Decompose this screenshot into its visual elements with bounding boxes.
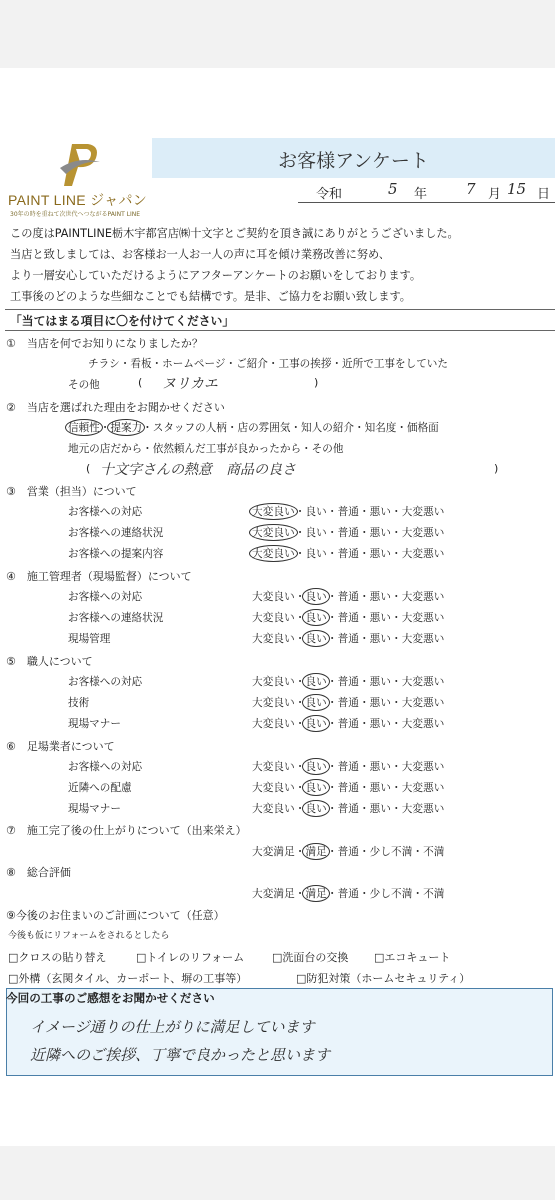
rating-sep: ・ — [294, 803, 306, 815]
q5-rating-1 — [252, 674, 445, 689]
q4-title: ④ 施工管理者（現場監督）について — [6, 570, 192, 583]
rating-sep: ・ — [294, 718, 306, 730]
q1-paren-close: ) — [314, 376, 319, 389]
q3-item-1: お客様への対応 — [68, 506, 143, 518]
feedback-title: 今回の工事のご感想をお聞かせください — [6, 991, 215, 1005]
rating-good-circled: 良い — [302, 694, 329, 711]
date-day-unit: 日 — [537, 187, 551, 202]
q9-check-washbasin[interactable]: □洗面台の交換 — [272, 951, 349, 964]
intro-line-3: より一層安心していただけるようにアフターアンケートのお願いをしております。 — [10, 269, 422, 282]
date-era: 令和 — [316, 187, 343, 202]
rating-sep: ・ — [294, 761, 306, 773]
rating-good-circled: 良い — [302, 673, 329, 690]
rating-satisfied-circled: 満足 — [302, 885, 329, 902]
rating-sep: ・ — [294, 782, 306, 794]
date-month: 7 — [466, 180, 476, 198]
rating-rest: ・普通・少し不満・不満 — [326, 888, 445, 900]
q3-rating-1 — [252, 504, 445, 519]
rating-very-good-circled: 大変良い — [249, 503, 298, 520]
q9-check-cloth[interactable]: □クロスの貼り替え — [8, 951, 107, 964]
page-title: お客様アンケート — [278, 150, 429, 172]
intro-line-1: この度はPAINTLINE栃木宇都宮店㈱十文字とご契約を頂き誠にありがとうございました。 — [10, 227, 459, 240]
rating-good: 良い — [305, 506, 327, 518]
q3-rating-3 — [252, 546, 445, 561]
rating-rest: ・普通・悪い・大変悪い — [326, 548, 445, 560]
q9-check-toilet[interactable]: □トイレのリフォーム — [136, 951, 245, 964]
rating-satisfied-circled: 満足 — [302, 843, 329, 860]
rating-very-good: 大変良い — [252, 612, 295, 624]
q1-title: ① 当店を何でお知りになりましたか？ — [6, 337, 203, 350]
rating-sep: ・ — [294, 548, 306, 560]
intro-line-2: 当店と致しましては、お客様お一人お一人の声に耳を傾け業務改善に努め、 — [10, 248, 390, 261]
rating-very-good: 大変良い — [252, 782, 295, 794]
q9-title: ⑨今後のお住まいのご計画について（任意） — [6, 909, 225, 922]
q4-item-1: お客様への対応 — [68, 591, 143, 603]
rating-rest: ・普通・悪い・大変悪い — [326, 591, 445, 603]
q6-rating-1 — [252, 759, 445, 774]
q9-subtitle: 今後も仮にリフォームをされるとしたら — [8, 931, 170, 941]
q4-item-2: お客様への連絡状況 — [68, 612, 164, 624]
logo-brand — [8, 190, 147, 210]
q6-rating-2 — [252, 780, 445, 795]
q2-answer: 十文字さんの熱意 商品の良さ — [100, 462, 296, 478]
q7-title: ⑦ 施工完了後の仕上がりについて（出来栄え） — [6, 824, 247, 837]
q5-item-3: 現場マナー — [68, 718, 121, 730]
rating-sep: ・ — [294, 697, 306, 709]
q3-item-2: お客様への連絡状況 — [68, 527, 164, 539]
instruction-text: 「当てはまる項目に〇を付けてください」 — [10, 314, 235, 328]
q9-check-ecocute[interactable]: □エコキュート — [374, 951, 451, 964]
bottom-margin — [0, 1146, 555, 1200]
rating-sep: ・ — [294, 676, 306, 688]
q6-item-1: お客様への対応 — [68, 761, 143, 773]
q9-check-exterior[interactable]: □外構（玄関タイル、カーポート、塀の工事等） — [8, 972, 248, 985]
date-month-unit: 月 — [488, 187, 502, 202]
date-day: 15 — [507, 180, 527, 198]
rating-good-circled: 良い — [302, 609, 329, 626]
rating-very-good: 大変良い — [252, 803, 295, 815]
rating-good-circled: 良い — [302, 715, 329, 732]
q2-title: ② 当店を選ばれた理由をお聞かせください — [6, 401, 225, 414]
rating-rest: ・普通・悪い・大変悪い — [326, 761, 445, 773]
rating-sep: ・ — [294, 506, 306, 518]
q2-options-rest: ・スタッフの人柄・店の雰囲気・知人の紹介・知名度・価格面 — [142, 422, 439, 434]
q8-rating — [252, 886, 445, 901]
rating-rest: ・普通・悪い・大変悪い — [326, 718, 445, 730]
rating-very-good: 大変良い — [252, 591, 295, 603]
top-margin — [0, 0, 555, 68]
rating-rest: ・普通・悪い・大変悪い — [326, 697, 445, 709]
intro-line-4: 工事後のどのような些細なことでも結構です。是非、ご協力をお願い致します。 — [10, 290, 411, 303]
rating-good: 良い — [305, 548, 327, 560]
title-banner — [152, 138, 555, 178]
q2-options-line-2: 地元の店だから・依然頼んだ工事が良かったから・その他 — [68, 443, 344, 455]
rating-rest: ・普通・悪い・大変悪い — [326, 676, 445, 688]
feedback-line-1: イメージ通りの仕上がりに満足しています — [30, 1018, 315, 1036]
q3-rating-2 — [252, 525, 445, 540]
rating-good-circled: 良い — [302, 800, 329, 817]
q1-other-answer: ヌリカエ — [162, 376, 218, 392]
q6-item-3: 現場マナー — [68, 803, 121, 815]
q4-rating-3 — [252, 631, 445, 646]
q6-title: ⑥ 足場業者について — [6, 740, 115, 753]
rating-rest: ・普通・悪い・大変悪い — [326, 803, 445, 815]
rating-rest: ・普通・悪い・大変悪い — [326, 633, 445, 645]
rating-sep: ・ — [294, 888, 306, 900]
rating-rest: ・普通・悪い・大変悪い — [326, 612, 445, 624]
rating-rest: ・普通・悪い・大変悪い — [326, 782, 445, 794]
rating-very-good: 大変良い — [252, 718, 295, 730]
logo-brand-text: PAINT LINE — [8, 192, 86, 208]
q7-rating — [252, 844, 445, 859]
rating-sep: ・ — [294, 846, 306, 858]
rating-good-circled: 良い — [302, 588, 329, 605]
q8-title: ⑧ 総合評価 — [6, 866, 71, 879]
rating-good-circled: 良い — [302, 758, 329, 775]
q2-paren-close: ) — [494, 462, 499, 475]
logo-brand-jp: ジャパン — [90, 192, 148, 208]
logo-tagline: 30年の時を重ねて次世代へつながるPAINT LINE — [10, 211, 141, 218]
rating-good: 良い — [305, 527, 327, 539]
q3-item-3: お客様への提案内容 — [68, 548, 164, 560]
date-underline — [298, 202, 555, 203]
date-year-unit: 年 — [414, 187, 428, 202]
q6-rating-3 — [252, 801, 445, 816]
rating-sep: ・ — [294, 612, 306, 624]
q2-opt-trust: 信頼性 — [65, 419, 103, 436]
rating-rest: ・普通・悪い・大変悪い — [326, 506, 445, 518]
rating-sep: ・ — [294, 633, 306, 645]
rating-very-satisfied: 大変満足 — [252, 846, 295, 858]
rating-rest: ・普通・少し不満・不満 — [326, 846, 445, 858]
q5-rating-3 — [252, 716, 445, 731]
q5-title: ⑤ 職人について — [6, 655, 93, 668]
q5-item-1: お客様への対応 — [68, 676, 143, 688]
rating-very-satisfied: 大変満足 — [252, 888, 295, 900]
rating-very-good: 大変良い — [252, 761, 295, 773]
rating-good-circled: 良い — [302, 630, 329, 647]
rating-sep: ・ — [294, 527, 306, 539]
date-year: 5 — [388, 180, 398, 198]
feedback-line-2: 近隣へのご挨拶、丁寧で良かったと思います — [30, 1046, 331, 1064]
rating-sep: ・ — [294, 591, 306, 603]
rating-very-good: 大変良い — [252, 633, 295, 645]
rating-very-good-circled: 大変良い — [249, 524, 298, 541]
q1-options: チラシ・看板・ホームページ・ご紹介・工事の挨拶・近所で工事をしていた — [88, 358, 448, 370]
q2-options-line-1: 信頼性・提案力・スタッフの人柄・店の雰囲気・知人の紹介・知名度・価格面 — [68, 420, 439, 435]
q5-rating-2 — [252, 695, 445, 710]
q4-rating-1 — [252, 589, 445, 604]
rating-very-good: 大変良い — [252, 697, 295, 709]
q1-other-label: その他 — [68, 379, 100, 391]
q4-item-3: 現場管理 — [68, 633, 111, 645]
q4-rating-2 — [252, 610, 445, 625]
logo-mark-icon — [58, 138, 102, 190]
rating-very-good-circled: 大変良い — [249, 545, 298, 562]
q2-paren-open: ( — [86, 462, 91, 475]
rating-rest: ・普通・悪い・大変悪い — [326, 527, 445, 539]
q9-check-security[interactable]: □防犯対策（ホームセキュリティ） — [296, 972, 471, 985]
q3-title: ③ 営業（担当）について — [6, 485, 137, 498]
rating-good-circled: 良い — [302, 779, 329, 796]
q6-item-2: 近隣への配慮 — [68, 782, 132, 794]
rating-very-good: 大変良い — [252, 676, 295, 688]
company-logo — [6, 138, 156, 222]
q5-item-2: 技術 — [68, 697, 90, 709]
q2-opt-proposal: 提案力 — [107, 419, 145, 436]
q1-paren-open: ( — [138, 376, 143, 389]
